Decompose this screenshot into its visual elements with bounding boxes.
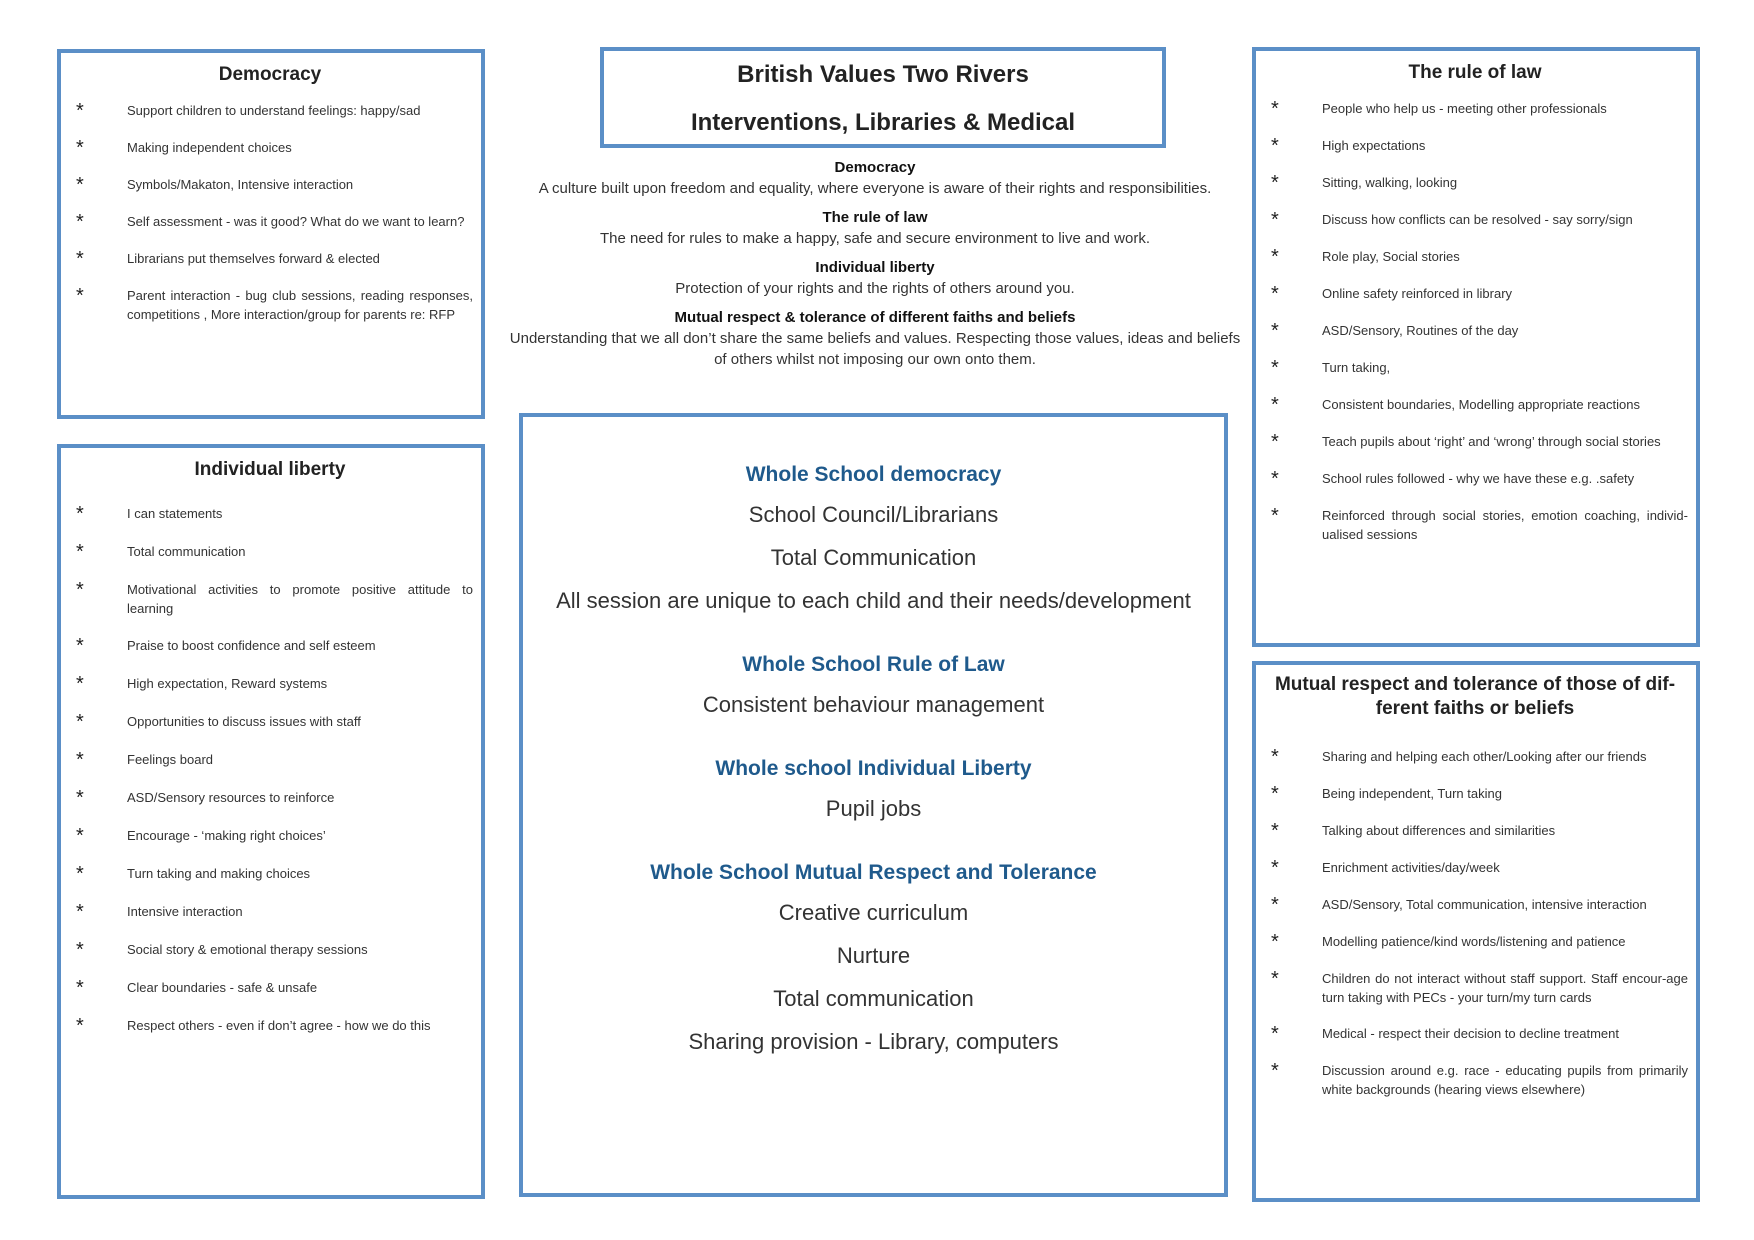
page-title-box [600,47,1166,148]
bullet-icon: * [76,711,84,733]
list-item-text: Online safety reinforced in library [1322,286,1513,301]
list-item [1262,210,1688,230]
individual-liberty-panel [57,444,485,1199]
list-item [1262,395,1688,415]
list-item-text: Discussion around e.g. race - educating pupils from primarily white backgrounds (hearing views elsewhere) [1322,1063,1688,1097]
whole-school-line: All session are unique to each child and their needs/development [556,588,1191,613]
list-item [1262,173,1688,193]
list-item-text: Motivational activities to promote positive attitude to learning [127,582,473,616]
democracy-title: Democracy [218,64,322,85]
bullet-icon: * [1271,431,1279,453]
whole-school-section [523,651,1224,719]
list-item-text: Sharing and helping each other/Looking after our friends [1322,749,1647,764]
list-item-text: Clear boundaries - safe & unsafe [127,980,318,995]
bullet-icon: * [76,211,84,233]
list-item [67,175,473,195]
list-item [67,636,473,656]
list-item [67,788,473,808]
list-item [67,212,473,232]
definition-text: The need for rules to make a happy, safe and secure environment to live and work. [599,230,1151,247]
bullet-icon: * [1271,746,1279,768]
list-item-text: Consistent boundaries, Modelling appropriate reactions [1322,397,1640,412]
mutual-respect-panel [1252,661,1700,1202]
list-item [1262,932,1688,952]
bullet-icon: * [76,100,84,122]
bullet-icon: * [1271,968,1279,990]
whole-school-heading: Whole School democracy [745,463,1002,486]
list-item-text: Role play, Social stories [1322,249,1460,264]
list-item [1262,969,1688,1007]
whole-school-heading: Whole School Rule of Law [742,653,1005,676]
list-item-text: Enrichment activities/day/week [1322,860,1500,875]
bullet-icon: * [1271,357,1279,379]
definition-text: Protection of your rights and the rights of others around you. [675,280,1075,297]
bullet-icon: * [76,863,84,885]
bullet-icon: * [76,579,84,601]
bullet-icon: * [76,939,84,961]
bullet-icon: * [76,673,84,695]
list-item-text: Discuss how conflicts can be resolved - say sorry/sign [1322,212,1633,227]
list-item-text: Opportunities to discuss issues with staff [127,714,361,729]
list-item [67,1016,473,1036]
whole-school-line: Pupil jobs [825,796,922,821]
definition-text: A culture built upon freedom and equality, where everyone is aware of their rights and responsibilities. [538,180,1212,197]
bullet-icon: * [1271,1060,1279,1082]
list-item [67,712,473,732]
list-item-text: Self assessment - was it good? What do we want to learn? [127,214,465,229]
list-item [1262,321,1688,341]
whole-school-line: Sharing provision - Library, computers [688,1029,1059,1054]
list-item [67,978,473,998]
whole-school-heading: Whole School Mutual Respect and Tolerance [650,861,1097,884]
bullet-icon: * [1271,283,1279,305]
definition-text: Understanding that we all don’t share the same beliefs and values. Respecting those values, ideas and beliefs of others whilst not imposing our own onto them. [509,330,1241,368]
whole-school-line: Creative curriculum [778,900,969,925]
mutual-respect-list [1262,747,1688,1099]
bullet-icon: * [1271,468,1279,490]
mutual-respect-title: Mutual respect and tolerance of those of dif-ferent faiths or beliefs [1274,674,1676,719]
list-item [67,138,473,158]
list-item [67,902,473,922]
list-item [67,101,473,121]
bullet-icon: * [1271,505,1279,527]
whole-school-line: Total communication [773,986,974,1011]
list-item-text: Teach pupils about ‘right’ and ‘wrong’ through social stories [1322,434,1661,449]
rule-of-law-list [1262,99,1688,544]
list-item-text: Reinforced through social stories, emotion coaching, individ-ualised sessions [1322,508,1688,542]
list-item [67,580,473,618]
list-item-text: Being independent, Turn taking [1322,786,1502,801]
list-item [67,940,473,960]
list-item [1262,432,1688,452]
bullet-icon: * [1271,246,1279,268]
list-item [67,542,473,562]
list-item [67,750,473,770]
list-item [67,249,473,269]
bullet-icon: * [1271,857,1279,879]
list-item-text: Praise to boost confidence and self esteem [127,638,376,653]
list-item-text: Modelling patience/kind words/listening and patience [1322,934,1626,949]
list-item [1262,821,1688,841]
bullet-icon: * [76,503,84,525]
bullet-icon: * [76,977,84,999]
list-item-text: Making independent choices [127,140,292,155]
bullet-icon: * [76,541,84,563]
list-item [67,864,473,884]
whole-school-section [523,755,1224,823]
bullet-icon: * [1271,394,1279,416]
list-item-text: School rules followed - why we have these e.g. .safety [1322,471,1635,486]
list-item [67,504,473,524]
bullet-icon: * [76,137,84,159]
bullet-icon: * [76,787,84,809]
bullet-icon: * [76,749,84,771]
definition-heading: The rule of law [822,209,928,226]
list-item-text: Talking about differences and similarities [1322,823,1556,838]
list-item-text: Total communication [127,544,246,559]
list-item [1262,247,1688,267]
page-title: British Values Two Rivers [737,61,1029,88]
whole-school-panel [519,413,1228,1197]
list-item [1262,358,1688,378]
bullet-icon: * [76,901,84,923]
definition-heading: Individual liberty [815,259,935,276]
list-item [1262,136,1688,156]
list-item-text: Intensive interaction [127,904,243,919]
bullet-icon: * [1271,135,1279,157]
list-item-text: Feelings board [127,752,213,767]
list-item-text: Turn taking and making choices [127,866,311,881]
list-item-text: ASD/Sensory, Routines of the day [1322,323,1519,338]
rule-of-law-panel [1252,47,1700,647]
list-item [1262,506,1688,544]
whole-school-heading: Whole school Individual Liberty [715,757,1032,780]
bullet-icon: * [1271,783,1279,805]
list-item-text: Encourage - ‘making right choices’ [127,828,326,843]
list-item [1262,99,1688,119]
list-item-text: I can statements [127,506,223,521]
bullet-icon: * [1271,209,1279,231]
bullet-icon: * [76,248,84,270]
list-item [67,286,473,324]
list-item [1262,1061,1688,1099]
list-item [1262,469,1688,489]
list-item [1262,895,1688,915]
bullet-icon: * [1271,894,1279,916]
list-item [67,674,473,694]
bullet-icon: * [1271,1023,1279,1045]
list-item-text: Medical - respect their decision to decline treatment [1322,1026,1619,1041]
list-item-text: Children do not interact without staff support. Staff encour-age turn taking with PECs - your turn/my turn cards [1322,971,1688,1005]
bullet-icon: * [1271,320,1279,342]
bullet-icon: * [1271,172,1279,194]
list-item [1262,858,1688,878]
bullet-icon: * [76,285,84,307]
whole-school-line: School Council/Librarians [748,502,999,527]
list-item [67,826,473,846]
list-item-text: Turn taking, [1322,360,1391,375]
bullet-icon: * [1271,931,1279,953]
whole-school-line: Nurture [836,943,911,968]
list-item [1262,1024,1688,1044]
list-item-text: High expectations [1322,138,1426,153]
list-item-text: ASD/Sensory, Total communication, intensive interaction [1322,897,1647,912]
bullet-icon: * [76,1015,84,1037]
page-subtitle: Interventions, Libraries & Medical [690,109,1076,136]
list-item [1262,284,1688,304]
whole-school-section [523,859,1224,1056]
democracy-list [67,101,473,324]
individual-liberty-list [67,504,473,1036]
bullet-icon: * [1271,98,1279,120]
list-item-text: Sitting, walking, looking [1322,175,1458,190]
whole-school-section [523,461,1224,615]
bullet-icon: * [1271,820,1279,842]
bullet-icon: * [76,174,84,196]
list-item-text: Social story & emotional therapy sessions [127,942,368,957]
whole-school-line: Consistent behaviour management [702,692,1045,717]
list-item-text: Symbols/Makaton, Intensive interaction [127,177,354,192]
definition-heading: Democracy [834,159,916,176]
definitions [505,158,1245,379]
bullet-icon: * [76,825,84,847]
list-item-text: Librarians put themselves forward & elected [127,251,380,266]
whole-school-line: Total Communication [770,545,977,570]
list-item [1262,784,1688,804]
list-item-text: Respect others - even if don’t agree - how we do this [127,1018,431,1033]
list-item-text: Parent interaction - bug club sessions, reading responses, competitions , More interaction/group for parents re: RFP [127,288,473,322]
list-item [1262,747,1688,767]
rule-of-law-title: The rule of law [1408,62,1542,83]
definition-heading: Mutual respect & tolerance of different faiths and beliefs [674,309,1076,326]
democracy-panel [57,49,485,419]
list-item-text: Support children to understand feelings: happy/sad [127,103,421,118]
individual-liberty-title: Individual liberty [194,459,346,480]
list-item-text: High expectation, Reward systems [127,676,328,691]
bullet-icon: * [76,635,84,657]
list-item-text: ASD/Sensory resources to reinforce [127,790,335,805]
list-item-text: People who help us - meeting other professionals [1322,101,1607,116]
